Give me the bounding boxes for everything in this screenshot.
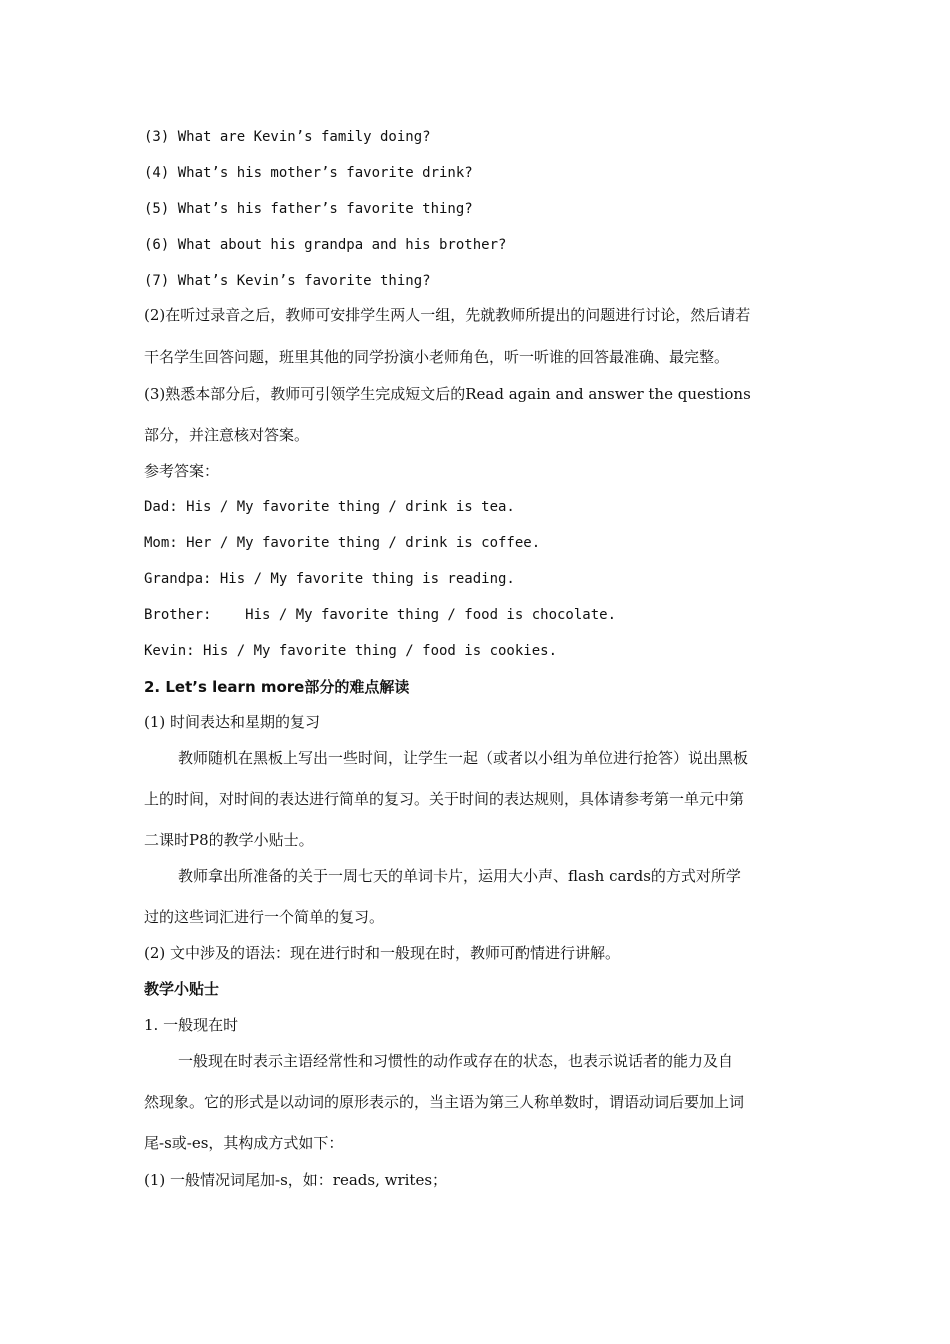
answers-title: 参考答案： — [144, 462, 220, 480]
question-7: (7) What’s Kevin’s favorite thing? — [144, 273, 431, 289]
step3-line1: (3)熟悉本部分后，教师可引领学生完成短文后的Read again and answer the questions — [144, 385, 751, 403]
subsection1-heading: (1) 时间表达和星期的复习 — [144, 713, 321, 731]
question-4: (4) What’s his mother’s favorite drink? — [144, 165, 473, 181]
answer-kevin: Kevin: His / My favorite thing / food is cookies. — [144, 643, 558, 659]
para2-line1: 教师拿出所准备的关于一周七天的单词卡片，运用大小声、flash cards的方式对所学 — [178, 867, 741, 885]
tips-item1-heading: 1. 一般现在时 — [144, 1016, 239, 1034]
step3-line2: 部分，并注意核对答案。 — [144, 426, 310, 444]
para3-line1: 一般现在时表示主语经常性和习惯性的动作或存在的状态，也表示说话者的能力及自 — [178, 1052, 734, 1070]
step2-line2: 干名学生回答问题，班里其他的同学扮演小老师角色，听一听谁的回答最准确、最完整。 — [144, 348, 730, 366]
question-3: (3) What are Kevin’s family doing? — [144, 129, 431, 145]
para3-line3: 尾-s或-es，其构成方式如下： — [144, 1134, 344, 1152]
answer-grandpa: Grandpa: His / My favorite thing is reading. — [144, 571, 515, 587]
para1-line1: 教师随机在黑板上写出一些时间，让学生一起（或者以小组为单位进行抢答）说出黑板 — [178, 749, 749, 767]
para1-line2: 上的时间，对时间的表达进行简单的复习。关于时间的表达规则，具体请参考第一单元中第 — [144, 790, 745, 808]
section2-heading: 2. Let’s learn more部分的难点解读 — [144, 678, 410, 696]
step2-line1: (2)在听过录音之后，教师可安排学生两人一组，先就教师所提出的问题进行讨论，然后请若 — [144, 306, 751, 324]
question-6: (6) What about his grandpa and his brother? — [144, 237, 507, 253]
answer-brother: Brother: His / My favorite thing / food is chocolate. — [144, 607, 617, 623]
para2-line2: 过的这些词汇进行一个简单的复习。 — [144, 908, 385, 926]
answer-mom: Mom: Her / My favorite thing / drink is coffee. — [144, 535, 541, 551]
para3-line2: 然现象。它的形式是以动词的原形表示的，当主语为第三人称单数时，谓语动词后要加上词 — [144, 1093, 745, 1111]
tips-heading: 教学小贴士 — [144, 980, 220, 998]
para1-line3: 二课时P8的教学小贴士。 — [144, 831, 314, 849]
question-5: (5) What’s his father’s favorite thing? — [144, 201, 473, 217]
rule1-line: (1) 一般情况词尾加-s，如：reads, writes； — [144, 1171, 448, 1189]
subsection2-heading: (2) 文中涉及的语法：现在进行时和一般现在时，教师可酌情进行讲解。 — [144, 944, 621, 962]
answer-dad: Dad: His / My favorite thing / drink is tea. — [144, 499, 515, 515]
